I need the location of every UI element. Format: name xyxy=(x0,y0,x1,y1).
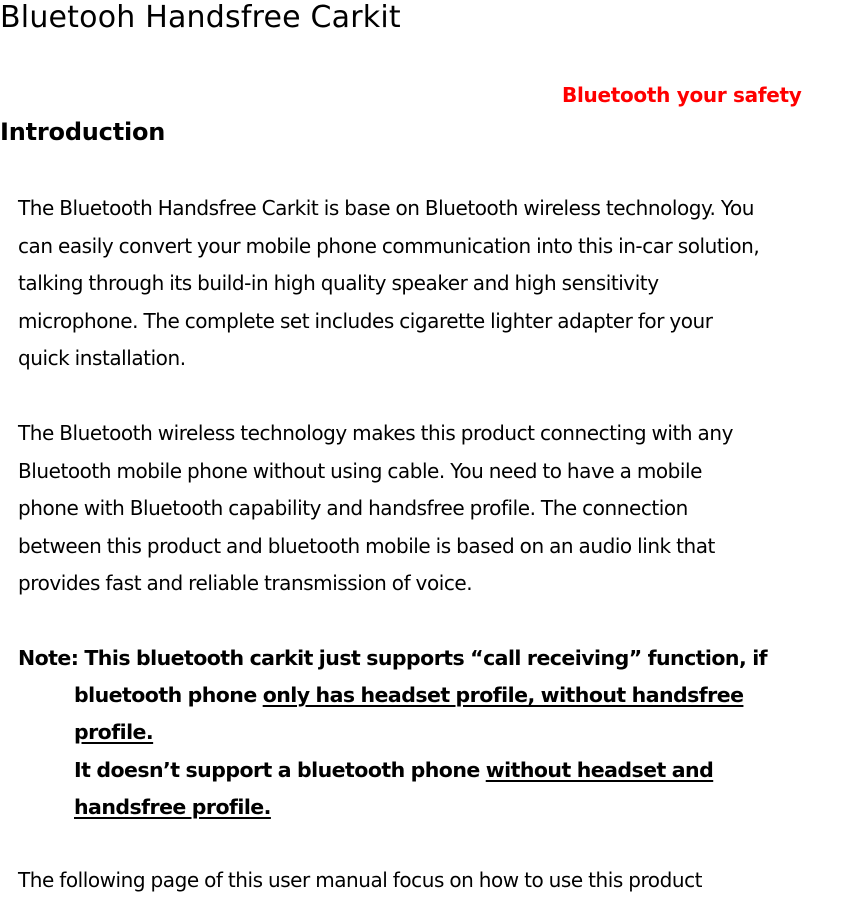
note-line xyxy=(18,789,864,826)
paragraph-line: phone with Bluetooth capability and handsfree profile. The connection xyxy=(18,496,688,520)
note-line xyxy=(18,752,864,789)
document-title: Bluetooh Handsfree Carkit xyxy=(0,0,401,35)
note-text: bluetooth phone xyxy=(74,683,263,708)
note-underlined-text: only has headset profile, without handsfree xyxy=(262,683,744,708)
section-heading-introduction: Introduction xyxy=(0,118,166,146)
note-line xyxy=(18,714,864,751)
note-text: It doesn’t support a bluetooth phone xyxy=(74,757,486,782)
compatibility-note xyxy=(18,640,864,826)
note-underlined-text: profile. xyxy=(74,720,154,745)
technology-paragraph xyxy=(18,415,864,603)
paragraph-line: quick installation. xyxy=(18,346,186,370)
paragraph-line: talking through its build-in high quality speaker and high sensitivity xyxy=(18,271,659,295)
manual-intro-paragraph xyxy=(18,862,864,900)
note-line xyxy=(18,677,864,714)
paragraph-line: The Bluetooth Handsfree Carkit is base on Bluetooth wireless technology. You xyxy=(18,196,754,220)
paragraph-line: provides fast and reliable transmission of voice. xyxy=(18,571,473,595)
paragraph-line: The Bluetooth wireless technology makes this product connecting with any xyxy=(18,421,733,445)
paragraph-line: The following page of this user manual focus on how to use this product xyxy=(18,868,703,892)
note-underlined-text: without headset and xyxy=(485,757,714,782)
paragraph-line: can easily convert your mobile phone communication into this in-car solution, xyxy=(18,233,760,258)
note-underlined-text: handsfree profile. xyxy=(74,794,271,819)
tagline: Bluetooth your safety xyxy=(562,83,802,107)
intro-paragraph xyxy=(18,190,864,378)
paragraph-line: microphone. The complete set includes cigarette lighter adapter for your xyxy=(18,308,713,333)
note-line: Note: This bluetooth carkit just supports “call receiving” function, if xyxy=(18,646,768,670)
paragraph-line: between this product and bluetooth mobile is based on an audio link that xyxy=(18,533,715,558)
paragraph-line: Bluetooth mobile phone without using cable. You need to have a mobile xyxy=(18,458,702,483)
